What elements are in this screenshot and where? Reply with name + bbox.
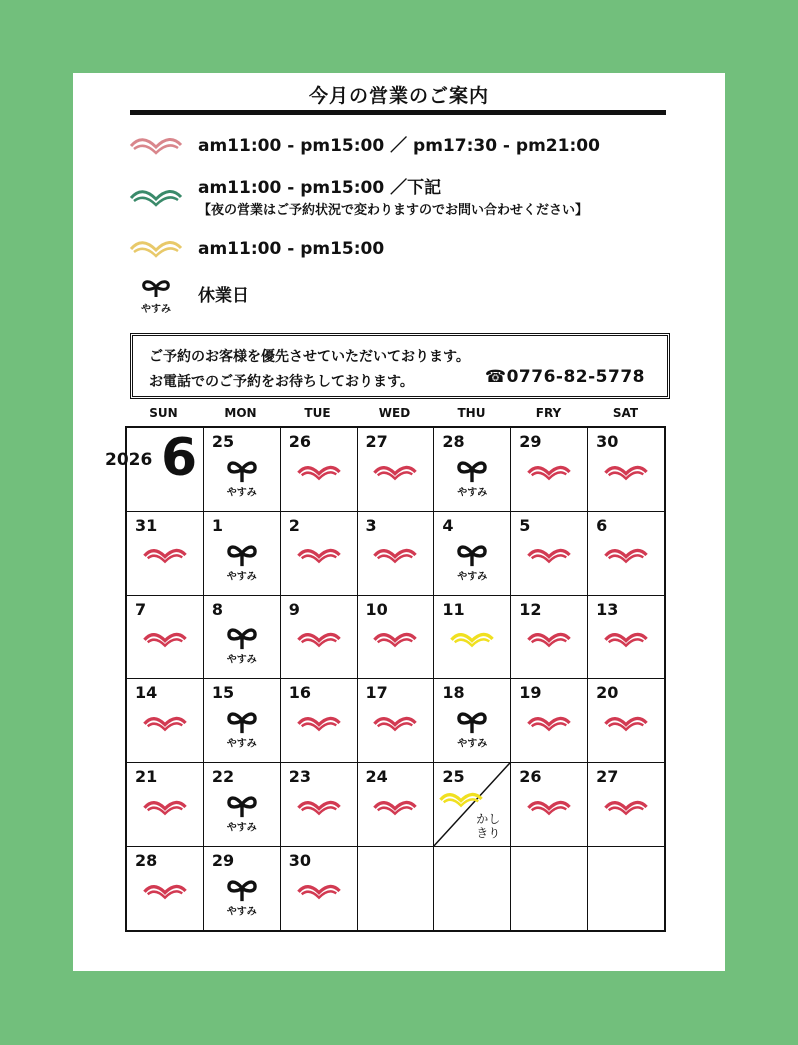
- day-number: 25: [211, 432, 235, 451]
- bird-mark-icon: [603, 711, 649, 735]
- day-number: 1: [211, 515, 223, 535]
- calendar-day-cell: [280, 679, 357, 763]
- weekday-thu: THU: [457, 406, 486, 420]
- day-number: 27: [365, 432, 388, 451]
- holiday-sprout-icon: [454, 457, 490, 498]
- holiday-sprout-icon: [224, 625, 260, 666]
- day-number: 19: [519, 683, 542, 703]
- bird-mark-icon: [296, 711, 342, 735]
- day-number: 5: [519, 515, 531, 535]
- notice-line-1: ご予約のお客様を優先させていただいております。: [149, 349, 470, 365]
- calendar-week: [127, 595, 665, 679]
- day-number: 6: [596, 515, 608, 535]
- calendar-day-cell: [127, 511, 204, 595]
- bird-mark-icon: [603, 627, 649, 651]
- calendar-day-cell: [434, 428, 511, 512]
- calendar-day-cell: [511, 595, 588, 679]
- day-number: 24: [365, 767, 388, 787]
- bird-mark-icon: [142, 795, 188, 819]
- holiday-label: やすみ: [226, 571, 257, 583]
- calendar-day-cell: [127, 595, 204, 679]
- calendar-day-cell: [588, 595, 665, 679]
- legend-row-yellow: [128, 236, 384, 262]
- bird-mark-icon: [372, 543, 418, 567]
- holiday-label: やすみ: [226, 822, 257, 834]
- holiday-sprout-icon: [224, 709, 260, 750]
- calendar-day-cell: [434, 763, 511, 847]
- holiday-sprout-icon: [224, 876, 260, 917]
- day-number: 27: [596, 767, 619, 787]
- page-title: 今月の営業のご案内: [308, 85, 489, 107]
- calendar-week: [127, 763, 665, 847]
- day-number: 28: [442, 432, 465, 451]
- calendar-day-cell: [280, 763, 357, 847]
- calendar-day-cell: [203, 763, 280, 847]
- bird-mark-icon: [526, 460, 572, 484]
- legend-green-note: 【夜の営業はご予約状況で変わりますのでお問い合わせください】: [198, 203, 589, 218]
- weekday-tue: TUE: [304, 406, 331, 420]
- day-number: 29: [211, 851, 235, 871]
- holiday-label: やすみ: [457, 487, 488, 499]
- calendar-day-cell: [357, 595, 434, 679]
- calendar-day-cell: [511, 763, 588, 847]
- calendar-day-cell: [434, 511, 511, 595]
- holiday-sprout-icon: [224, 457, 260, 498]
- day-number: 11: [442, 599, 465, 619]
- calendar-day-cell: [280, 847, 357, 931]
- calendar-week: [127, 679, 665, 763]
- calendar-day-cell: [588, 428, 665, 512]
- day-number: 7: [135, 599, 147, 619]
- weekday-sat: SAT: [612, 406, 639, 420]
- title-underline: [130, 110, 666, 115]
- calendar-day-cell: [434, 679, 511, 763]
- day-number: 9: [288, 599, 300, 619]
- bird-mark-icon: [142, 543, 188, 567]
- day-number: 13: [596, 599, 619, 619]
- calendar-day-cell: [511, 679, 588, 763]
- calendar-day-cell: [588, 763, 665, 847]
- holiday-sprout-icon: [224, 793, 260, 834]
- day-number: 30: [596, 432, 619, 451]
- day-number: 30: [288, 851, 311, 871]
- day-number: 14: [135, 683, 158, 703]
- calendar-day-cell: [203, 595, 280, 679]
- legend-yellow-text: am11:00 - pm15:00: [198, 239, 385, 259]
- calendar-week: [127, 428, 665, 512]
- day-number: 31: [135, 515, 158, 535]
- day-number: 21: [135, 767, 158, 787]
- calendar-day-cell: [434, 595, 511, 679]
- legend-row-pink: [128, 133, 600, 159]
- bird-mark-icon: [296, 460, 342, 484]
- calendar-day-cell: [511, 428, 588, 512]
- bird-mark-icon: [296, 627, 342, 651]
- day-number: 16: [288, 683, 311, 703]
- yellow-bird-icon: [128, 236, 184, 262]
- bird-mark-icon: [526, 543, 572, 567]
- calendar-day-cell: [203, 511, 280, 595]
- bird-mark-icon: [603, 795, 649, 819]
- calendar-day-cell: [280, 595, 357, 679]
- holiday-label: やすみ: [457, 571, 488, 583]
- calendar-month: 6: [161, 428, 198, 488]
- sprout-icon: [128, 277, 184, 315]
- calendar-day-cell: [588, 847, 665, 931]
- bird-mark-icon: [296, 879, 342, 903]
- bird-mark-icon: [142, 627, 188, 651]
- calendar-day-cell: [127, 847, 204, 931]
- green-bird-icon: [128, 185, 184, 211]
- weekday-fry: FRY: [535, 406, 562, 420]
- reserved-label: かし きり: [476, 812, 501, 841]
- bird-mark-icon: [526, 627, 572, 651]
- calendar-day-cell: [357, 428, 434, 512]
- day-number: 8: [211, 599, 223, 619]
- bird-mark-icon: [142, 711, 188, 735]
- calendar-day-cell: [511, 847, 588, 931]
- day-number: 12: [519, 599, 542, 619]
- calendar-day-cell: [357, 679, 434, 763]
- calendar-week: [127, 511, 665, 595]
- bird-mark-icon: [296, 543, 342, 567]
- legend-row-holiday: [128, 277, 249, 315]
- day-number: 22: [211, 767, 235, 787]
- holiday-sprout-icon: [224, 541, 260, 582]
- day-number: 18: [442, 683, 465, 703]
- calendar-day-cell: [280, 428, 357, 512]
- legend-green-text: am11:00 - pm15:00 ／下記: [198, 178, 442, 198]
- calendar-day-cell: [357, 511, 434, 595]
- phone-number: ☎0776-82-5778: [484, 367, 645, 387]
- calendar-day-cell: [357, 847, 434, 931]
- holiday-label: やすみ: [226, 654, 257, 666]
- bird-mark-icon: [372, 795, 418, 819]
- calendar-week: [127, 847, 665, 931]
- calendar-year: 2026: [105, 450, 153, 470]
- calendar-day-cell: [203, 679, 280, 763]
- calendar-day-cell: [127, 679, 204, 763]
- day-number: 26: [288, 432, 311, 451]
- calendar-day-cell: [511, 511, 588, 595]
- calendar-day-cell: [127, 763, 204, 847]
- calendar-day-cell: [105, 428, 204, 512]
- holiday-label: やすみ: [226, 906, 257, 918]
- bird-mark-icon: [526, 711, 572, 735]
- reservation-notice: [130, 333, 670, 399]
- weekday-wed: WED: [378, 406, 411, 420]
- legend-holiday-text: 休業日: [198, 286, 249, 306]
- calendar-day-cell: [588, 511, 665, 595]
- bird-mark-icon: [142, 879, 188, 903]
- day-number: 25: [442, 767, 465, 787]
- calendar-grid: [105, 426, 666, 932]
- day-number: 15: [211, 683, 235, 703]
- bird-mark-icon: [372, 460, 418, 484]
- day-number: 10: [365, 599, 388, 619]
- calendar-day-cell: [588, 679, 665, 763]
- sprout-label: やすみ: [141, 304, 171, 315]
- holiday-label: やすみ: [457, 738, 488, 750]
- bird-mark-icon: [526, 795, 572, 819]
- calendar-day-cell: [203, 847, 280, 931]
- bird-mark-icon: [372, 627, 418, 651]
- holiday-sprout-icon: [454, 541, 490, 582]
- calendar-day-cell: [434, 847, 511, 931]
- calendar-day-cell: [203, 428, 280, 512]
- day-number: 2: [288, 515, 300, 535]
- day-number: 23: [288, 767, 311, 787]
- bird-mark-icon: [438, 787, 484, 811]
- holiday-label: やすみ: [226, 738, 257, 750]
- bird-mark-icon: [603, 460, 649, 484]
- weekday-sun: SUN: [149, 406, 178, 420]
- bird-mark-icon: [449, 627, 495, 651]
- legend-pink-text: am11:00 - pm15:00 ／ pm17:30 - pm21:00: [198, 136, 600, 156]
- day-number: 3: [365, 515, 377, 535]
- calendar-paper: [73, 73, 725, 971]
- legend-row-green: [128, 177, 588, 218]
- weekday-header: [125, 406, 665, 426]
- day-number: 4: [442, 515, 454, 535]
- weekday-mon: MON: [224, 406, 257, 420]
- calendar-day-cell: [357, 763, 434, 847]
- notice-line-2: お電話でのご予約をお待ちしております。: [149, 374, 414, 390]
- day-number: 26: [519, 767, 542, 787]
- calendar-day-cell: [280, 511, 357, 595]
- holiday-label: やすみ: [226, 487, 257, 499]
- bird-mark-icon: [372, 711, 418, 735]
- day-number: 20: [596, 683, 619, 703]
- day-number: 17: [365, 683, 388, 703]
- day-number: 28: [135, 851, 158, 871]
- holiday-sprout-icon: [454, 709, 490, 750]
- pink-bird-icon: [128, 133, 184, 159]
- bird-mark-icon: [296, 795, 342, 819]
- day-number: 29: [519, 432, 542, 451]
- bird-mark-icon: [603, 543, 649, 567]
